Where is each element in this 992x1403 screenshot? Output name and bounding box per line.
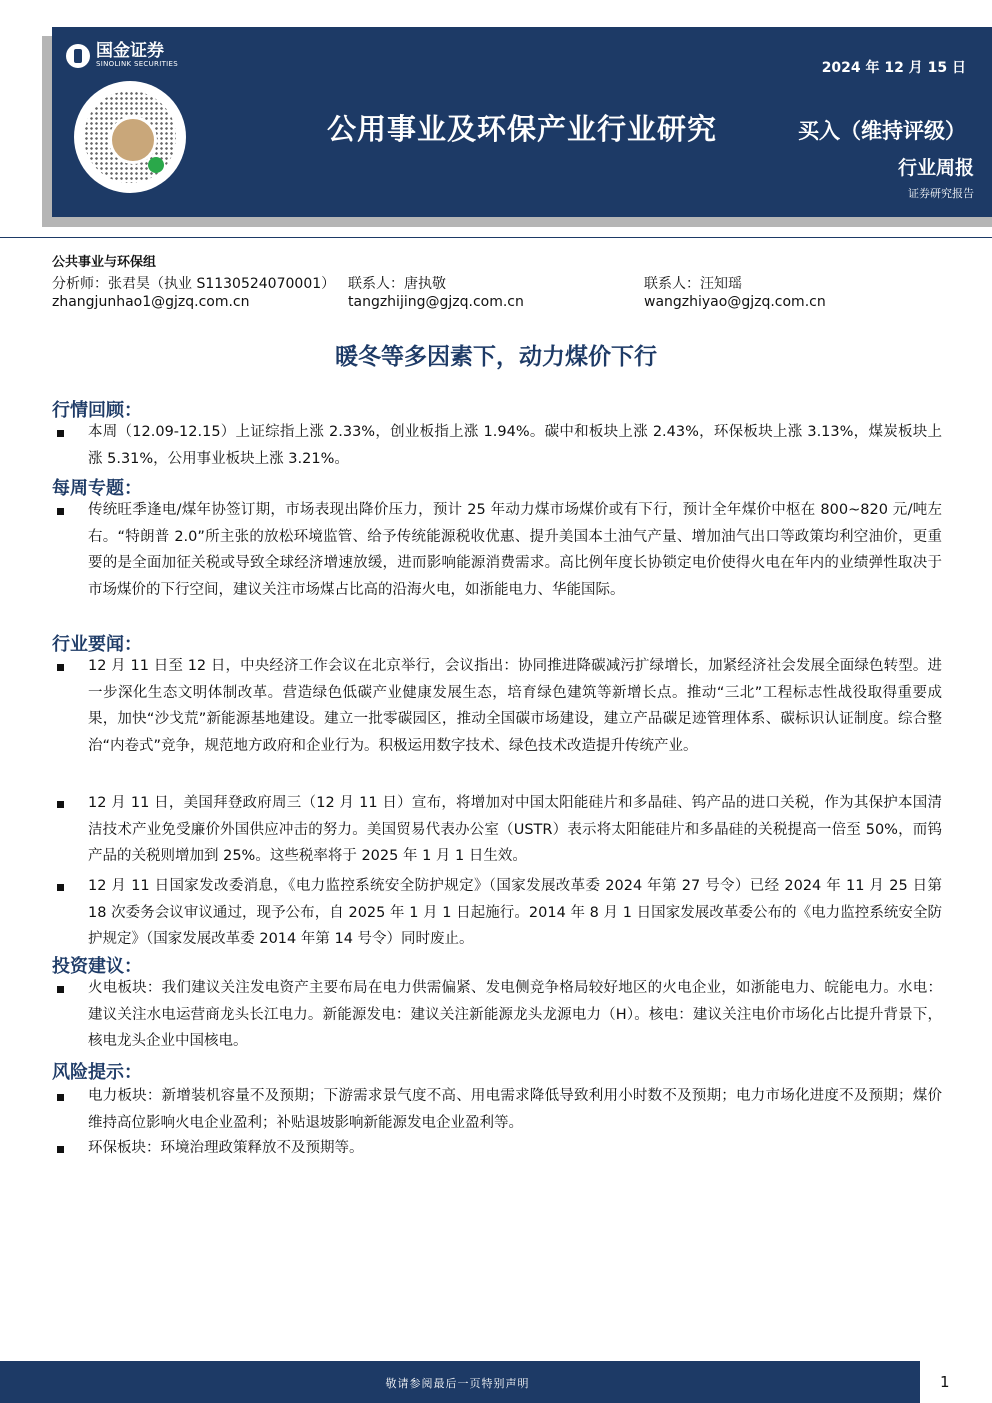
section-paragraph: 传统旺季逢电/煤年协签订期，市场表现出降价压力，预计 25 年动力煤市场煤价或有下行，预计全年煤价中枢在 800~820 元/吨左右。“特朗普 2.0”所主张的放松环境监管、给予传统能源税收优惠、提升美国本土油气产量、增加油气出口等政策均利空油价，更重要的是全面加征关税或导致全球经济增速放缓，进而影响能源消费需求。高比例年度长协锁定电价使得火电在年内的业绩弹性取决于市场煤价的下行空间，建议关注市场煤占比高的沿海火电，如浙能电力、华能国际。	[88, 502, 942, 598]
bullet-icon	[57, 430, 64, 437]
analyst-email[interactable]: zhangjunhao1@gjzq.com.cn	[52, 294, 250, 310]
contact-2: 联系人：汪知瑶	[644, 276, 742, 292]
report-type: 行业周报	[897, 157, 974, 179]
section-title-industry-news: 行业要闻：	[52, 634, 142, 655]
divider	[0, 237, 992, 238]
footer-disclaimer[interactable]: 敬请参阅最后一页特别声明	[385, 1377, 530, 1390]
bullet-icon	[57, 986, 64, 993]
section-paragraph: 12 月 11 日国家发改委消息，《电力监控系统安全防护规定》（国家发展改革委 2024 年第 27 号令）已经 2024 年 11 月 25 日第 18 次委务会议审议通过，现予公布，自 2025 年 1 月 1 日起施行。2014 年 8 月 1 日国家发展改革委公布的《电力监控系统安全防护规定》（国家发展改革委 2014 年第 14 号令）同时废止。	[88, 878, 942, 947]
report-date: 2024 年 12 月 15 日	[821, 60, 966, 76]
footer-page-box	[920, 1361, 992, 1403]
section-paragraph: 本周（12.09-12.15）上证综指上涨 2.33%，创业板指上涨 1.94%。碳中和板块上涨 2.43%，环保板块上涨 3.13%，煤炭板块上涨 5.31%，公用事业板块上涨 3.21%。	[88, 424, 942, 467]
section-paragraph: 12 月 11 日，美国拜登政府周三（12 月 11 日）宣布，将增加对中国太阳能硅片和多晶硅、钨产品的进口关税，作为其保护本国清洁技术产业免受廉价外国供应冲击的努力。美国贸易代表办公室（USTR）表示将太阳能硅片和多晶硅的关税提高一倍至 50%，而钨产品的关税则增加到 25%。这些税率将于 2025 年 1 月 1 日生效。	[88, 795, 942, 864]
analyst: 分析师：张君昊（执业 S1130524070001）	[52, 276, 336, 292]
bullet-icon	[57, 884, 64, 891]
report-subtype: 证券研究报告	[908, 187, 974, 200]
research-group: 公共事业与环保组	[52, 255, 157, 270]
logo-cn: 国金证券	[96, 41, 164, 61]
logo-en: SINOLINK SECURITIES	[96, 60, 178, 68]
bullet-icon	[57, 801, 64, 808]
section-title-market-review: 行情回顾：	[52, 400, 142, 421]
company-logo	[66, 42, 178, 69]
section-paragraph: 环保板块：环境治理政策释放不及预期等。	[88, 1140, 364, 1156]
report-title: 公用事业及环保产业行业研究	[326, 112, 717, 146]
section-title-weekly-topic: 每周专题：	[52, 478, 142, 499]
bullet-icon	[57, 508, 64, 515]
section-title-risk: 风险提示：	[52, 1062, 142, 1083]
section-paragraph: 12 月 11 日至 12 日，中央经济工作会议在北京举行，会议指出：协同推进降碳减污扩绿增长，加紧经济社会发展全面绿色转型。进一步深化生态文明体制改革。营造绿色低碳产业健康发展生态，培育绿色建筑等新增长点。推动“三北”工程标志性战役取得重要成果，加快“沙戈荒”新能源基地建设。建立一批零碳园区，推动全国碳市场建设，建立产品碳足迹管理体系、碳标识认证制度。综合整治“内卷式”竞争，规范地方政府和企业行为。积极运用数字技术、绿色技术改造提升传统产业。	[88, 658, 942, 754]
section-paragraph: 火电板块：我们建议关注发电资产主要布局在电力供需偏紧、发电侧竞争格局较好地区的火电企业，如浙能电力、皖能电力。水电：建议关注水电运营商龙头长江电力。新能源发电：建议关注新能源龙头龙源电力（H）。核电：建议关注电价市场化占比提升背景下，核电龙头企业中国核电。	[88, 980, 942, 1049]
bullet-icon	[57, 664, 64, 671]
report-header	[52, 27, 992, 217]
headline: 暖冬等多因素下，动力煤价下行	[335, 344, 657, 370]
rating: 买入（维持评级）	[798, 119, 966, 143]
contact-2-email[interactable]: wangzhiyao@gjzq.com.cn	[644, 294, 826, 310]
bullet-icon	[57, 1094, 64, 1101]
bullet-icon	[57, 1146, 64, 1153]
section-paragraph: 电力板块：新增装机容量不及预期；下游需求景气度不高、用电需求降低导致利用小时数不及预期；电力市场化进度不及预期；煤价维持高位影响火电企业盈利；补贴退坡影响新能源发电企业盈利等。	[88, 1088, 942, 1131]
section-title-investment: 投资建议：	[52, 956, 142, 977]
logo-icon	[66, 44, 90, 68]
contact-1: 联系人：唐执敬	[348, 276, 446, 292]
page-number: 1	[940, 1373, 950, 1391]
contact-1-email[interactable]: tangzhijing@gjzq.com.cn	[348, 294, 524, 310]
